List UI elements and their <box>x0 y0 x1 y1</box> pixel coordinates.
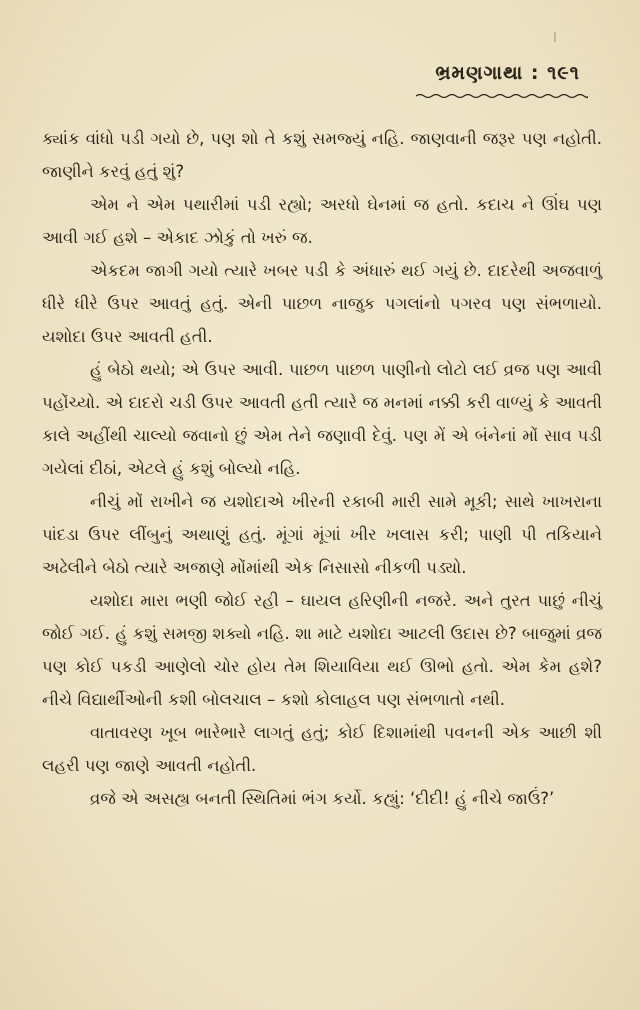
paragraph-7: વાતાવરણ ખૂબ ભારેભારે લાગતું હતું; કોઈ દિશામાંથી પવનની એક આછી શી લહરી પણ જાણે આવતી નહોતી. <box>42 723 602 775</box>
paragraph-3: એકદમ જાગી ગયો ત્યારે ખબર પડી કે અંધારું થઈ ગયું છે. દાદરેથી અજવાળું ધીરે ધીરે ઉપર આવતું હતું. એની પાછળ નાજુક પગલાંનો પગરવ પણ સંભળાયો. યશોદા ઉપર આવતી હતી. <box>42 261 602 346</box>
running-header: ભ્રમણગાથા : ૧૯૧ <box>435 62 580 84</box>
paragraph-6: યશોદા મારા ભણી જોઈ રહી – ઘાયલ હરિણીની નજરે. અને તુરત પાછું નીચું જોઈ ગઈ. હું કશું સમજી શક્યો નહિ. શા માટે યશોદા આટલી ઉદાસ છે? બાજુમાં વ્રજ પણ કોઈ પકડી આણેલો ચોર હોય તેમ શિયાવિયા થઈ ઊભો હતો. એમ કેમ હશે? નીચે વિદ્યાર્થીઓની કશી બોલચાલ – કશો કોલાહલ પણ સંભળાતો નથી. <box>42 591 602 709</box>
header-wavy-rule <box>416 93 588 99</box>
body-text <box>42 122 602 815</box>
paragraph-5: નીચું મોં રાખીને જ યશોદાએ ખીરની રકાબી મારી સામે મૂકી; સાથે ખાખરાના પાંદડા ઉપર લીંબુનું અથાણું હતું. મૂંગાં મૂંગાં ખીર ખલાસ કરી; પાણી પી તકિયાને અઢેલીને બેઠો ત્યારે અજાણે મોંમાંથી એક નિસાસો નીકળી પડ્યો. <box>42 492 602 577</box>
paragraph-8: વ્રજે એ અસહ્ય બનતી સ્થિતિમાં ભંગ કર્યો. કહ્યું: ‘દીદી! હું નીચે જાઉં?’ <box>90 789 555 808</box>
paragraph-1: ક્યાંક વાંધો પડી ગયો છે, પણ શો તે કશું સમજ્યું નહિ. જાણવાની જરૂર પણ નહોતી. જાણીને કરવું હતું શું? <box>42 129 602 181</box>
paragraph-4: હું બેઠો થયો; એ ઉપર આવી. પાછળ પાછળ પાણીનો લોટો લઈ વ્રજ પણ આવી પહોંચ્યો. એ દાદરો ચડી ઉપર આવતી હતી ત્યારે જ મનમાં નક્કી કરી વાળ્યું કે આવતી કાલે અહીંથી ચાલ્યો જવાનો છું એમ તેને જણાવી દેવું. પણ મેં એ બંનેનાં મોં સાવ પડી ગયેલાં દીઠાં, એટલે હું કશું બોલ્યો નહિ. <box>42 360 602 478</box>
speck-mark <box>554 32 556 42</box>
paragraph-2: એમ ને એમ પથારીમાં પડી રહ્યો; અરધો ઘેનમાં જ હતો. કદાચ ને ઊંઘ પણ આવી ગઈ હશે – એકાદ ઝોકું તો ખરું જ. <box>42 195 602 247</box>
